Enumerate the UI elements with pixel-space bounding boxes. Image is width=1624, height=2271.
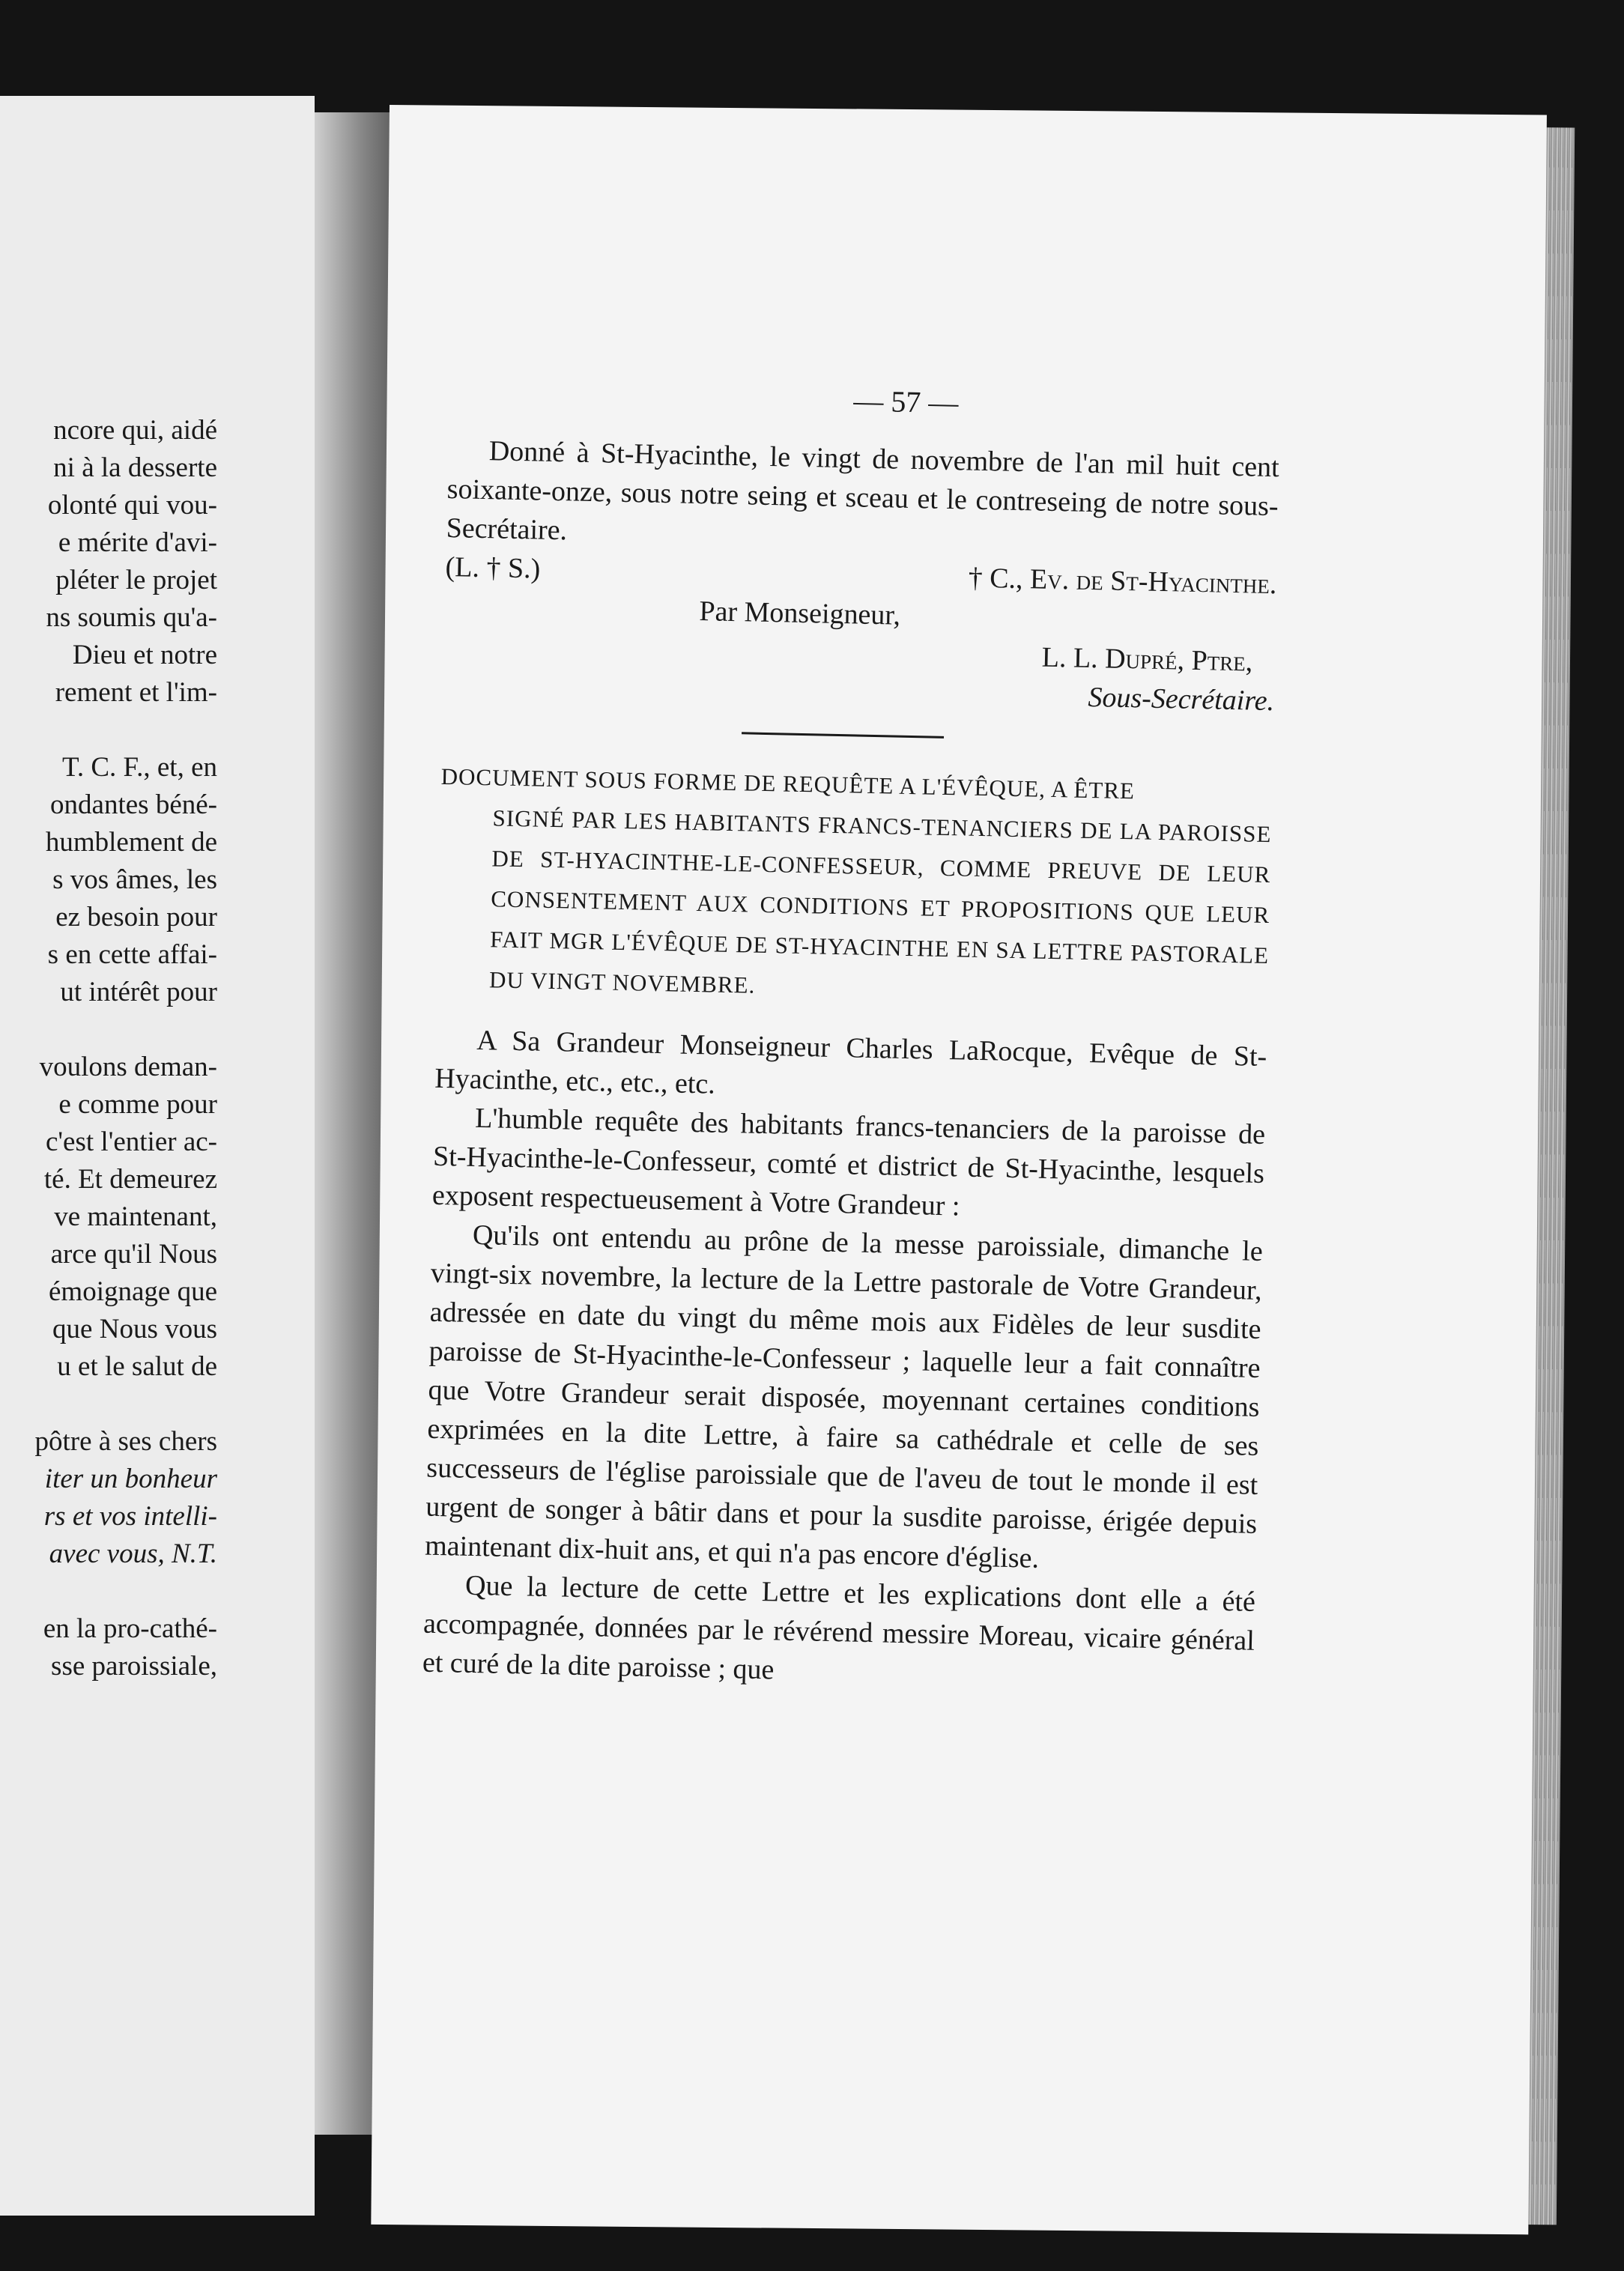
left-line: e comme pour <box>58 1089 217 1120</box>
left-line: que Nous vous <box>52 1314 217 1344</box>
left-line-gap <box>0 712 217 749</box>
bishop-signature: † C., Ev. de St-Hyacinthe. <box>968 562 1277 601</box>
left-line: e mérite d'avi- <box>58 527 217 558</box>
left-line: té. Et demeurez <box>43 1164 217 1195</box>
left-line-gap <box>0 1386 217 1423</box>
left-line: voulons deman- <box>39 1052 217 1082</box>
left-line: sse paroissiale, <box>51 1651 217 1682</box>
body-paragraph: Qu'ils ont entendu au prône de la messe paroissiale, dimanche le vingt-six novembre, la lecture de la Lettre pastorale de Votre Grandeur, adressée en date du vingt du même mois aux Fidèles de leur susdite paroisse de St-Hyacinthe-le-Confesseur ; laquelle leur a fait connaître que Votre Grandeur serait disposée, moyennant certaines conditions exprimées en la dite Lettre, à faire sa cathédrale et celle de ses successeurs de l'église paroissiale que de l'aveu de tout le monde il est urgent de songer à bâtir dans et pour la susdite paroisse, érigée depuis maintenant dix-huit ans, et qui n'a pas encore d'église. <box>424 1219 1264 1574</box>
left-page-text <box>0 412 217 1685</box>
right-page-text <box>422 375 1280 1700</box>
left-line: avec vous, N.T. <box>49 1538 217 1569</box>
left-line: ns soumis qu'a- <box>46 602 217 633</box>
document-heading <box>437 757 1273 1016</box>
page-number: — 57 — <box>852 383 959 420</box>
left-line-gap <box>0 1573 217 1610</box>
left-line: humblement de <box>45 827 217 858</box>
given-at-paragraph: Donné à St-Hyacinthe, le vingt de novembre de l'an mil huit cent soixante-onze, sous notre seing et sceau et le contreseing de notre sous-Secrétaire. <box>446 435 1280 547</box>
left-line: émoignage que <box>49 1276 217 1307</box>
left-line: ut intérêt pour <box>60 977 217 1007</box>
left-line: c'est l'entier ac- <box>45 1127 217 1157</box>
left-line: ve maintenant, <box>54 1201 217 1232</box>
left-line-gap <box>0 1011 217 1049</box>
left-line: pléter le projet <box>55 565 217 595</box>
left-line: u et le salut de <box>57 1351 217 1382</box>
document-heading-rest: SIGNÉ PAR LES HABITANTS FRANCS-TENANCIERS DE LA PAROISSE DE ST-HYACINTHE-LE-CONFESSEUR, COMME PREUVE DE LEUR CONSENTEMENT AUX CONDITIONS ET PROPOSITIONS QUE LEUR FAIT MGR L'ÉVÊQUE DE ST-HYACINTHE EN SA LETTRE PASTORALE DU VINGT NOVEMBRE. <box>488 804 1272 998</box>
body-paragraph: Que la lecture de cette Lettre et les explications dont elle a été accompagnée, données par le révérend messire Moreau, vicaire général et curé de la dite paroisse ; que <box>422 1569 1256 1686</box>
left-line: ondantes béné- <box>50 789 217 820</box>
left-line: en la pro-cathé- <box>43 1613 217 1644</box>
left-line: rs et vos intelli- <box>43 1501 217 1532</box>
secretary-name: L. L. Dupré, Ptre, <box>1041 641 1253 678</box>
body-paragraph: A Sa Grandeur Monseigneur Charles LaRocque, Evêque de St-Hyacinthe, etc., etc., etc. <box>434 1024 1267 1100</box>
par-monseigneur: Par Monseigneur, <box>699 595 901 631</box>
left-line: ni à la desserte <box>53 452 217 483</box>
left-line: ez besoin pour <box>55 902 217 933</box>
left-line: arce qu'il Nous <box>50 1239 217 1270</box>
secretary-title: Sous-Secrétaire. <box>1088 681 1275 718</box>
section-divider <box>742 732 944 739</box>
left-line: pôtre à ses chers <box>34 1426 217 1457</box>
body-paragraph: L'humble requête des habitants francs-tenanciers de la paroisse de St-Hyacinthe-le-Confesseur, comté et district de St-Hyacinthe, lesquels exposent respectueusement à Votre Grandeur : <box>431 1102 1266 1222</box>
left-line: s en cette affai- <box>47 939 217 970</box>
left-line: T. C. F., et, en <box>61 752 217 783</box>
left-line: rement et l'im- <box>55 677 217 708</box>
left-line: Dieu et notre <box>72 640 217 670</box>
left-line: iter un bonheur <box>44 1464 217 1494</box>
seal-mark: (L. † S.) <box>445 551 541 585</box>
document-heading-first-line: DOCUMENT SOUS FORME DE REQUÊTE A L'ÉVÊQUE, A ÊTRE <box>440 762 1136 804</box>
left-line: ncore qui, aidé <box>53 415 217 446</box>
left-line: olonté qui vou- <box>47 490 217 521</box>
left-line: s vos âmes, les <box>52 864 217 895</box>
